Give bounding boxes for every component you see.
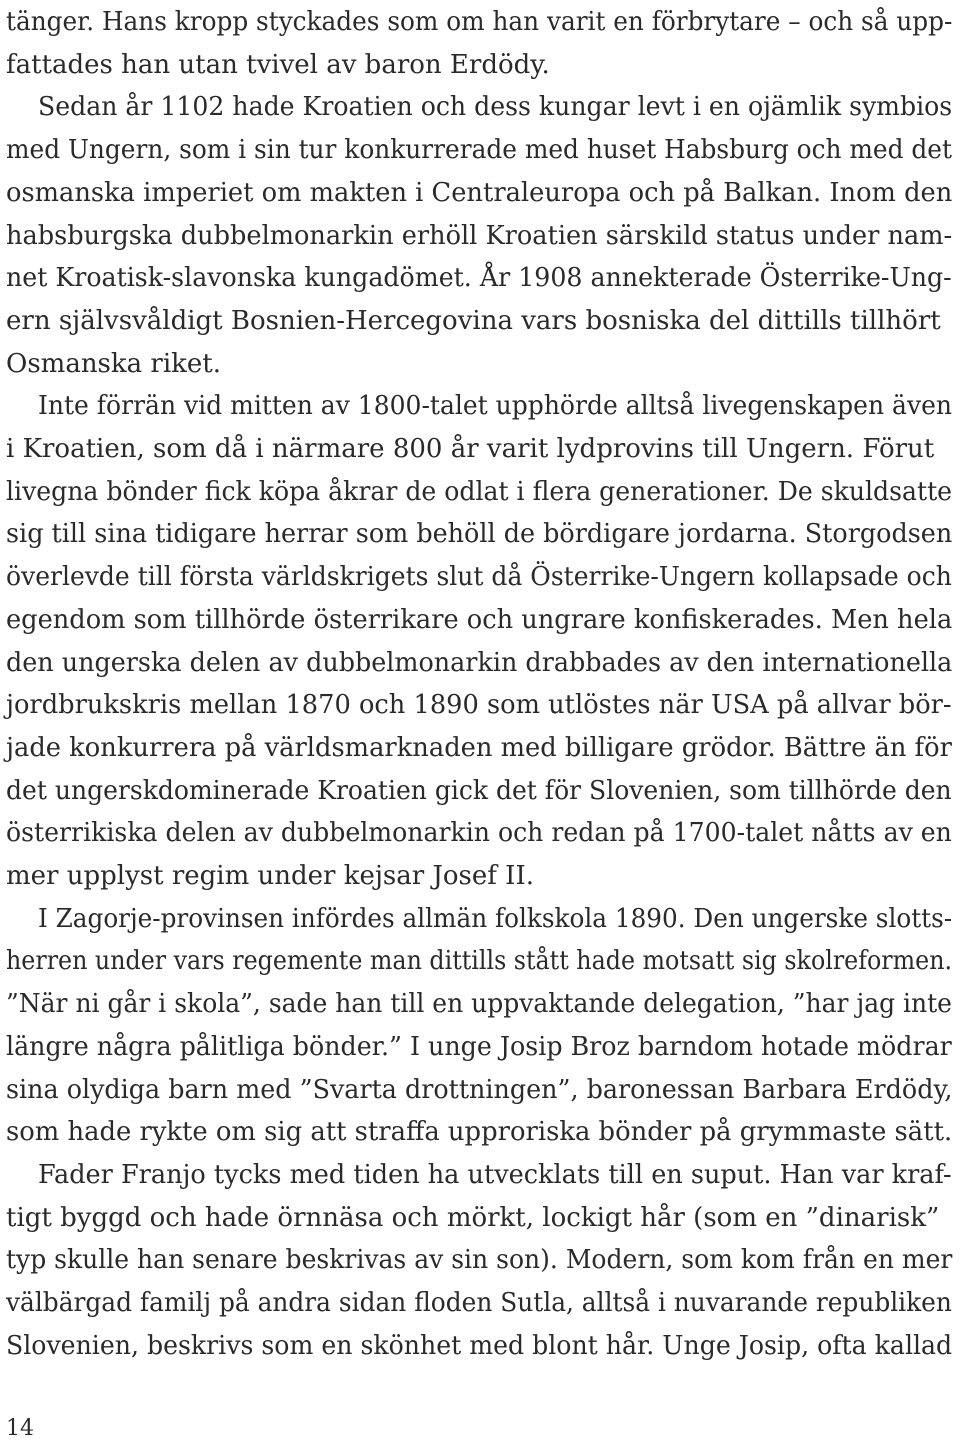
text-line: Fader Franjo tycks med tiden ha utvecklats till en suput. Han var kraf-: [38, 1159, 952, 1190]
text-line: med Ungern, som i sin tur konkurrerade med huset Habsburg och med det: [6, 135, 952, 166]
text-line: ”När ni går i skola”, sade han till en uppvaktande delegation, ”har jag inte: [6, 989, 952, 1020]
text-line: Sedan år 1102 hade Kroatien och dess kungar levt i en ojämlik symbios: [38, 92, 953, 123]
text-line: längre några pålitliga bönder.” I unge Josip Broz barndom hotade mödrar: [6, 1031, 952, 1062]
text-line: österrikiska delen av dubbelmonarkin och redan på 1700-talet nåtts av en: [6, 818, 952, 849]
text-line: tigt byggd och hade örnnäsa och mörkt, lockigt hår (som en ”dinarisk”: [6, 1202, 940, 1233]
text-line: jade konkurrera på världsmarknaden med billigare grödor. Bättre än för: [6, 732, 952, 763]
text-line: överlevde till första världskrigets slut då Österrike-Ungern kollapsade och: [6, 562, 952, 593]
text-line: ern självsvåldigt Bosnien-Hercegovina vars bosniska del dittills tillhört: [6, 305, 941, 336]
text-line: sig till sina tidigare herrar som behöll de bördigare jordarna. Storgodsen: [6, 519, 953, 550]
text-line: Slovenien, beskrivs som en skönhet med blont hår. Unge Josip, ofta kallad: [6, 1330, 953, 1361]
text-line: sina olydiga barn med ”Svarta drottningen”, baronessan Barbara Erdödy,: [6, 1074, 953, 1105]
text-line: osmanska imperiet om makten i Centraleuropa och på Balkan. Inom den: [6, 177, 953, 208]
text-line: jordbrukskris mellan 1870 och 1890 som utlöstes när USA på allvar bör-: [6, 690, 952, 721]
text-line: typ skulle han senare beskrivas av sin son). Modern, som kom från en mer: [6, 1245, 953, 1276]
text-line: I Zagorje-provinsen infördes allmän folkskola 1890. Den ungerske slotts-: [38, 903, 953, 934]
text-line: herren under vars regemente man dittills stått hade motsatt sig skolreformen.: [6, 946, 953, 977]
text-line: fattades han utan tvivel av baron Erdödy.: [6, 49, 550, 80]
text-line: i Kroatien, som då i närmare 800 år varit lydprovins till Ungern. Förut: [6, 434, 935, 464]
text-line: egendom som tillhörde österrikare och ungrare konfiskerades. Men hela: [6, 604, 953, 635]
text-line: Osmanska riket.: [6, 348, 222, 379]
text-line: mer upplyst regim under kejsar Josef II.: [6, 861, 534, 891]
text-line: som hade rykte om sig att straffa upproriska bönder på grymmaste sätt.: [6, 1117, 953, 1148]
page-number: 14: [6, 1416, 34, 1441]
text-line: habsburgska dubbelmonarkin erhöll Kroatien särskild status under nam-: [6, 220, 953, 251]
text-line: den ungerska delen av dubbelmonarkin drabbades av den internationella: [6, 647, 953, 678]
text-line: det ungerskdominerade Kroatien gick det för Slovenien, som tillhörde den: [6, 775, 952, 806]
text-line: livegna bönder fick köpa åkrar de odlat i flera generationer. De skuldsatte: [6, 476, 953, 507]
text-line: välbärgad familj på andra sidan floden Sutla, alltså i nuvarande republiken: [6, 1288, 952, 1318]
text-line: tänger. Hans kropp styckades som om han varit en förbrytare – och så upp-: [6, 7, 953, 37]
text-line: net Kroatisk-slavonska kungadömet. År 1908 annekterade Österrike-Ung-: [6, 263, 952, 294]
text-line: Inte förrän vid mitten av 1800-talet upphörde alltså livegenskapen även: [38, 391, 952, 422]
